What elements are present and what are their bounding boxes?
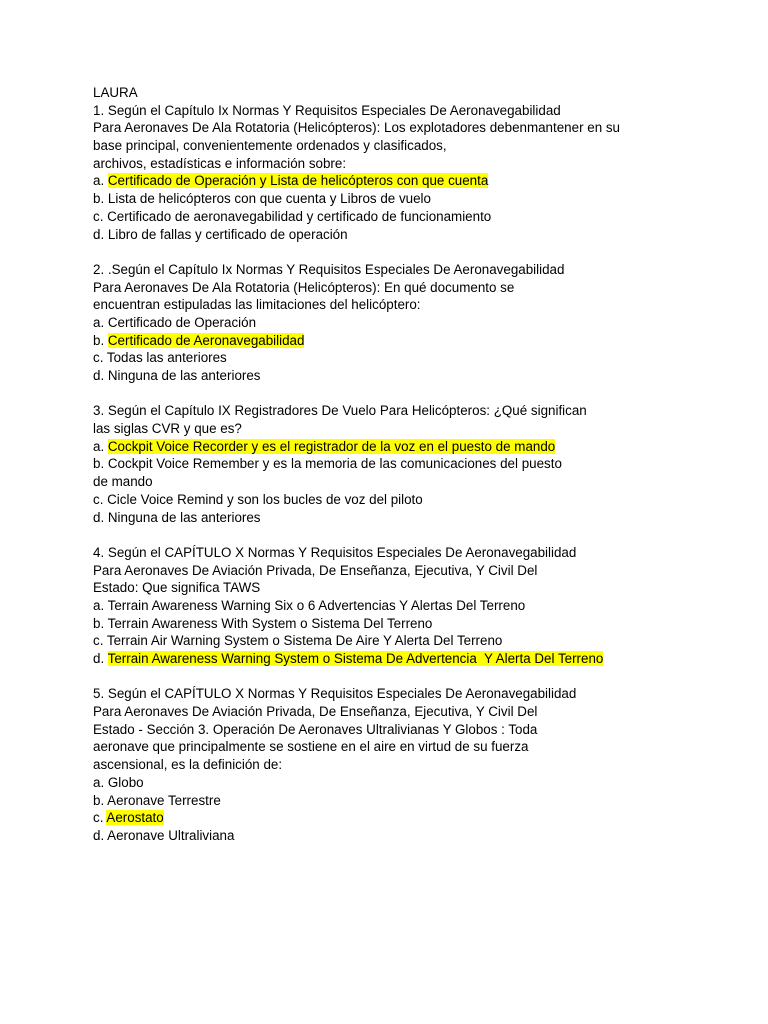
option-text: Certificado de aeronavegabilidad y certificado de funcionamiento xyxy=(107,208,492,224)
question-spacer xyxy=(93,526,753,544)
option-letter: b. xyxy=(93,615,108,631)
question-text-line: 4. Según el CAPÍTULO X Normas Y Requisitos Especiales De Aeronavegabilidad xyxy=(93,544,577,560)
option-text-continuation: de mando xyxy=(93,474,153,490)
option-letter: d. xyxy=(93,651,108,666)
answer-option xyxy=(93,314,753,332)
question-block xyxy=(93,102,753,244)
option-letter: b. xyxy=(93,456,108,472)
option-letter: a. xyxy=(93,314,108,330)
question-text-line: Para Aeronaves De Aviación Privada, De Enseñanza, Ejecutiva, Y Civil Del xyxy=(93,562,538,578)
answer-option xyxy=(93,632,753,650)
question-text-line: 5. Según el CAPÍTULO X Normas Y Requisitos Especiales De Aeronavegabilidad xyxy=(93,686,577,702)
option-letter: c. xyxy=(93,491,108,507)
question-block xyxy=(93,261,753,385)
option-letter: b. xyxy=(93,332,108,348)
option-text: Aeronave Ultraliviana xyxy=(107,827,235,843)
highlighted-answer-text: Cockpit Voice Recorder y es el registrador de la voz en el puesto de mando xyxy=(107,438,556,454)
highlighted-answer-text: Certificado de Operación y Lista de helicópteros con que cuenta xyxy=(107,173,489,189)
answer-option xyxy=(93,438,753,456)
option-text: Todas las anteriores xyxy=(106,350,227,366)
answer-option xyxy=(93,650,753,668)
option-text: Aeronave Terrestre xyxy=(107,792,221,808)
answer-option xyxy=(93,809,753,827)
option-text: Cicle Voice Remind y son los bucles de voz del piloto xyxy=(107,491,423,507)
option-letter: a. xyxy=(93,774,108,790)
option-text: Cockpit Voice Remember y es la memoria de las comunicaciones del puesto xyxy=(107,456,562,472)
question-text-line: base principal, convenientemente ordenados y clasificados, xyxy=(93,138,447,154)
highlighted-answer-text: Certificado de Aeronavegabilidad xyxy=(107,332,305,348)
question-text-line: 3. Según el Capítulo IX Registradores De Vuelo Para Helicópteros: ¿Qué significan xyxy=(93,403,587,419)
answer-option xyxy=(93,172,753,190)
option-letter: a. xyxy=(93,438,108,454)
option-letter: c. xyxy=(93,350,107,366)
option-letter: b. xyxy=(93,792,108,808)
option-text: Libro de fallas y certificado de operación xyxy=(107,226,348,242)
answer-option xyxy=(93,615,753,633)
option-text: Terrain Awareness Warning Six o 6 Advertencias Y Alertas Del Terreno xyxy=(107,597,526,613)
option-letter: b. xyxy=(93,191,108,207)
answer-option xyxy=(93,491,753,509)
highlighted-answer-text: Terrain Awareness Warning System o Sistema De Advertencia Y Alerta Del Terreno xyxy=(107,651,604,666)
option-letter: c. xyxy=(93,810,107,826)
question-spacer xyxy=(93,668,753,686)
option-text: Globo xyxy=(107,774,144,790)
question-text-line: 2. .Según el Capítulo Ix Normas Y Requisitos Especiales De Aeronavegabilidad xyxy=(93,261,565,277)
question-list xyxy=(93,102,753,845)
answer-option xyxy=(93,792,753,810)
answer-option xyxy=(93,597,753,615)
answer-option xyxy=(93,509,753,527)
option-text: Terrain Awareness With System o Sistema Del Terreno xyxy=(107,615,433,631)
answer-option xyxy=(93,455,753,473)
question-spacer xyxy=(93,385,753,403)
option-letter: d. xyxy=(93,368,108,383)
answer-option xyxy=(93,208,753,226)
option-text: Terrain Air Warning System o Sistema De Aire Y Alerta Del Terreno xyxy=(106,633,503,649)
option-text: Ninguna de las anteriores xyxy=(107,509,261,525)
question-text-line: Para Aeronaves De Ala Rotatoria (Helicópteros): Los explotadores debenmantener en su xyxy=(93,120,621,136)
question-text-line: 1. Según el Capítulo Ix Normas Y Requisitos Especiales De Aeronavegabilidad xyxy=(93,102,561,118)
document-title: LAURA xyxy=(93,85,138,100)
option-text: Lista de helicópteros con que cuenta y Libros de vuelo xyxy=(107,191,431,207)
option-letter: c. xyxy=(93,208,108,224)
answer-option xyxy=(93,190,753,208)
option-letter: a. xyxy=(93,597,108,613)
option-letter: d. xyxy=(93,827,108,843)
question-block xyxy=(93,402,753,526)
question-text-line: encuentran estipuladas las limitaciones del helicóptero: xyxy=(93,297,421,313)
question-block xyxy=(93,685,753,844)
answer-option xyxy=(93,332,753,350)
question-text-line: archivos, estadísticas e información sobre: xyxy=(93,155,347,171)
question-text-line: ascensional, es la definición de: xyxy=(93,757,283,773)
option-text: Certificado de Operación xyxy=(107,314,257,330)
answer-option xyxy=(93,226,753,244)
option-letter: c. xyxy=(93,633,107,649)
option-letter: d. xyxy=(93,509,108,525)
option-letter: a. xyxy=(93,173,108,189)
answer-option xyxy=(93,367,753,385)
answer-option xyxy=(93,774,753,792)
option-letter: d. xyxy=(93,226,108,242)
question-block xyxy=(93,544,753,668)
answer-option xyxy=(93,349,753,367)
question-text-line: Para Aeronaves De Aviación Privada, De Enseñanza, Ejecutiva, Y Civil Del xyxy=(93,704,538,720)
question-text-line: las siglas CVR y que es? xyxy=(93,421,242,437)
option-text: Ninguna de las anteriores xyxy=(107,368,261,383)
question-text-line: Estado - Sección 3. Operación De Aeronaves Ultralivianas Y Globos : Toda xyxy=(93,721,538,737)
question-text-line: Para Aeronaves De Ala Rotatoria (Helicópteros): En qué documento se xyxy=(93,279,515,295)
highlighted-answer-text: Aerostato xyxy=(106,810,164,826)
answer-option xyxy=(93,827,753,845)
question-spacer xyxy=(93,243,753,261)
document-page xyxy=(93,84,753,845)
question-text-line: aeronave que principalmente se sostiene en el aire en virtud de su fuerza xyxy=(93,739,529,755)
question-text-line: Estado: Que significa TAWS xyxy=(93,580,261,596)
